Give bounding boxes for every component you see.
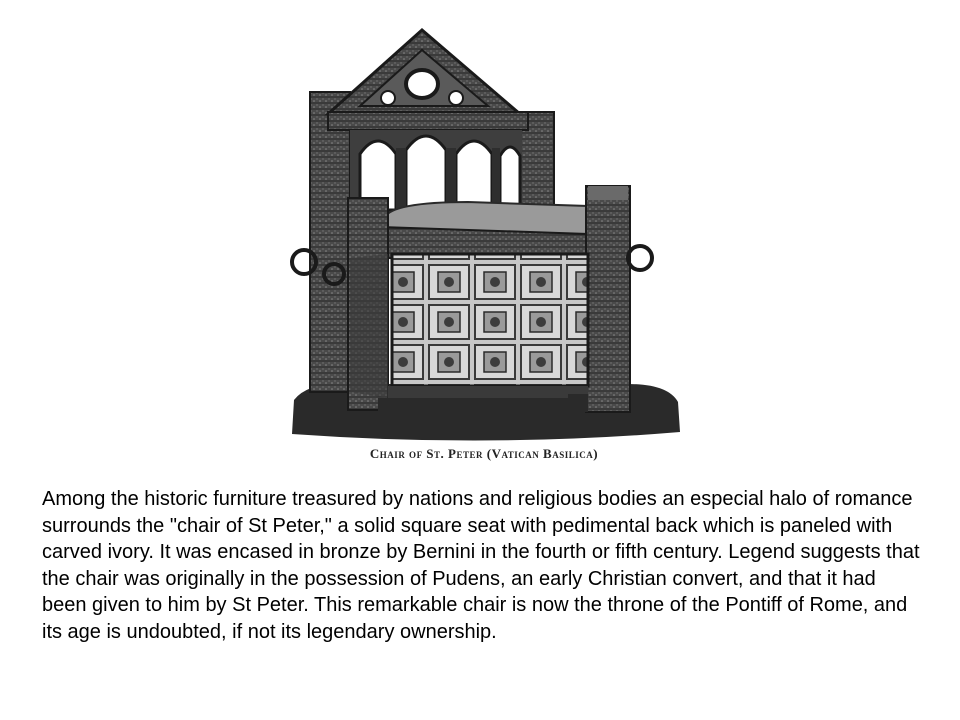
- figure-caption: Chair of St. Peter (Vatican Basilica): [369, 446, 599, 461]
- chair-illustration: [288, 22, 680, 442]
- chair-of-st-peter-icon: [288, 22, 680, 442]
- body-paragraph: Among the historic furniture treasured by nations and religious bodies an especial halo of romance surrounds the "chair of St Peter," a solid square seat with pedimental back which is paneled with carved ivory. It was encased in bronze by Bernini in the fourth or fifth century. Legend suggests that the chair was originally in the possession of Pudens, an early Christian convert, and that it had been given to him by St Peter. This remarkable chair is now the throne of the Pontiff of Rome, and its age is undoubted, if not its legendary ownership.: [42, 488, 920, 643]
